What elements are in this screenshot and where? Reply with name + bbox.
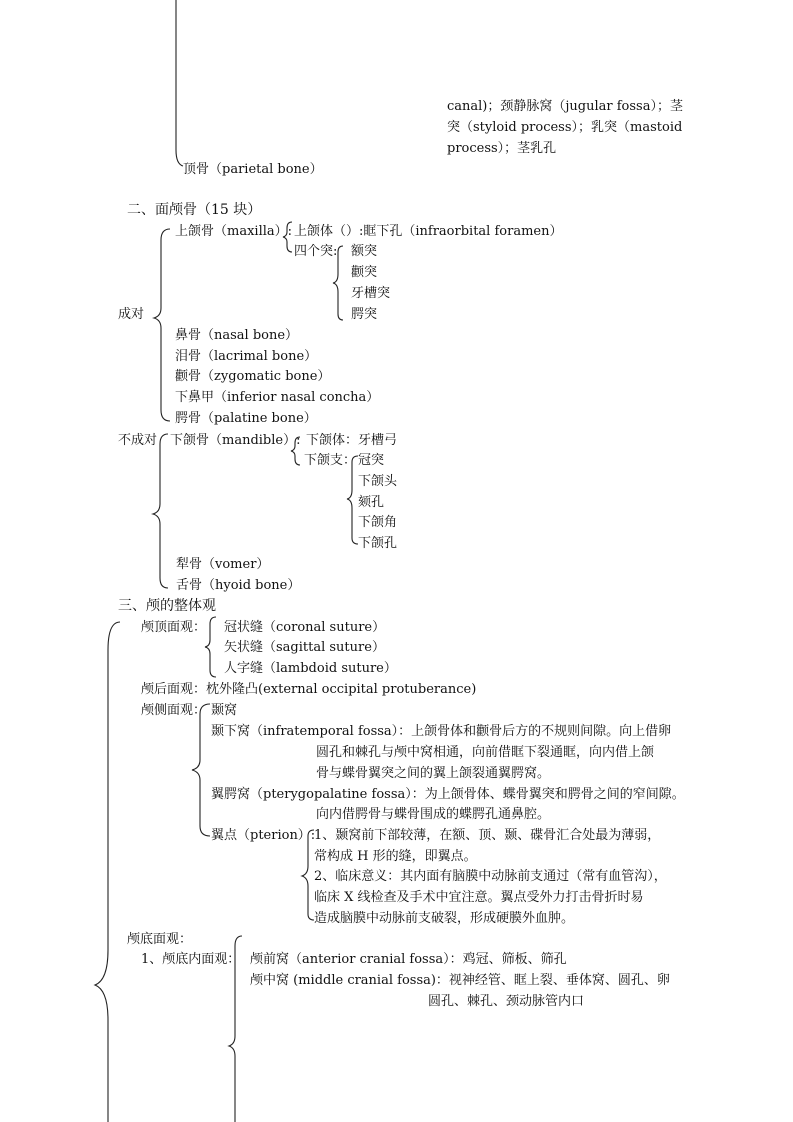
paired-bone: 泪骨（lacrimal bone）: [175, 349, 318, 364]
temporal-fossa: 颞窝: [211, 703, 238, 718]
infratemporal-line-3: 骨与蝶骨翼突之间的翼上颌裂通翼腭窝。: [316, 766, 551, 781]
top-view: 颅顶面观：: [141, 620, 207, 635]
paired-label: 成对: [118, 307, 145, 322]
base-view: 颅底面观：: [127, 932, 193, 947]
mandible: 下颌骨（mandible）:: [170, 433, 301, 448]
pterion-point-1a: 1、颞窝前下部较薄，在额、顶、颞、碟骨汇合处最为薄弱，: [314, 828, 661, 843]
pterygopalatine-line-1: 翼腭窝（pterygopalatine fossa）：为上颌骨体、蝶骨翼突和腭骨之间的窄间隙。: [211, 787, 685, 802]
canal-line-2: 突（styloid process）；乳突（mastoid: [447, 120, 683, 135]
suture: 矢状缝（sagittal suture）: [224, 640, 385, 655]
process-item: 额突: [351, 244, 378, 259]
side-view: 颅侧面观：: [141, 703, 207, 718]
middle-cranial-fossa-line-1: 颅中窝 (middle cranial fossa)：视神经管、眶上裂、垂体窝、圆孔、卵: [250, 973, 670, 988]
maxilla: 上颌骨（maxilla）:: [175, 224, 293, 239]
vomer: 犁骨（vomer）: [176, 557, 270, 572]
paired-bone: 下鼻甲（inferior nasal concha）: [175, 390, 380, 405]
mandible-ramus: 下颌支：: [304, 453, 357, 468]
four-processes: 四个突:: [294, 244, 338, 259]
back-view: 颅后面观：枕外隆凸(external occipital protuberance): [141, 682, 477, 697]
maxilla-body: 上颌体（）:眶下孔（infraorbital foramen）: [294, 224, 563, 239]
pterion-point-2b: 临床 X 线检查及手术中宜注意。翼点受外力打击骨折时易: [314, 890, 644, 905]
infratemporal-line-2: 圆孔和棘孔与颅中窝相通，向前借眶下裂通眶，向内借上颌: [316, 745, 655, 760]
process-item: 腭突: [351, 307, 378, 322]
middle-cranial-fossa-line-2: 圆孔、棘孔、颈动脉管内口: [428, 994, 585, 1009]
pterion: 翼点（pterion）:: [211, 828, 316, 843]
paired-bone: 腭骨（palatine bone）: [175, 411, 317, 426]
ramus-part: 下颌角: [358, 515, 398, 530]
anterior-cranial-fossa: 颅前窝（anterior cranial fossa）：鸡冠、筛板、筛孔: [250, 952, 567, 967]
unpaired-label: 不成对: [118, 433, 158, 448]
paired-bone: 鼻骨（nasal bone）: [175, 328, 299, 343]
process-item: 牙槽突: [351, 286, 391, 301]
ramus-part: 冠突: [358, 453, 385, 468]
ramus-part: 颏孔: [358, 495, 385, 510]
ramus-part: 下颌头: [358, 474, 398, 489]
suture: 冠状缝（coronal suture）: [224, 620, 386, 635]
skull-heading: 三、颅的整体观: [118, 598, 216, 614]
internal-view: 1、颅底内面观：: [141, 952, 241, 967]
pterion-point-2c: 造成脑膜中动脉前支破裂，形成硬膜外血肿。: [314, 911, 575, 926]
hyoid: 舌骨（hyoid bone）: [176, 578, 301, 593]
paired-bone: 颧骨（zygomatic bone）: [175, 369, 331, 384]
ramus-part: 下颌孔: [358, 536, 398, 551]
process-item: 颧突: [351, 265, 378, 280]
suture: 人字缝（lambdoid suture）: [224, 661, 397, 676]
canal-line-3: process）；茎乳孔: [447, 141, 557, 156]
canal-line-1: canal)；颈静脉窝（jugular fossa）；茎: [447, 99, 683, 114]
parietal-bone: 顶骨（parietal bone）: [183, 162, 323, 177]
infratemporal-line-1: 颞下窝（infratemporal fossa）：上颌骨体和颧骨后方的不规则间隙。向上借卵: [211, 724, 672, 739]
facial-heading: 二、面颅骨（15 块）: [127, 202, 262, 218]
pterion-point-2a: 2、临床意义：其内面有脑膜中动脉前支通过（常有血管沟），: [314, 869, 667, 884]
pterion-point-1b: 常构成 H 形的缝，即翼点。: [314, 849, 477, 864]
pterygopalatine-line-2: 向内借腭骨与蝶骨围成的蝶腭孔通鼻腔。: [316, 807, 551, 822]
mandible-body: 下颌体：牙槽弓: [306, 433, 398, 448]
